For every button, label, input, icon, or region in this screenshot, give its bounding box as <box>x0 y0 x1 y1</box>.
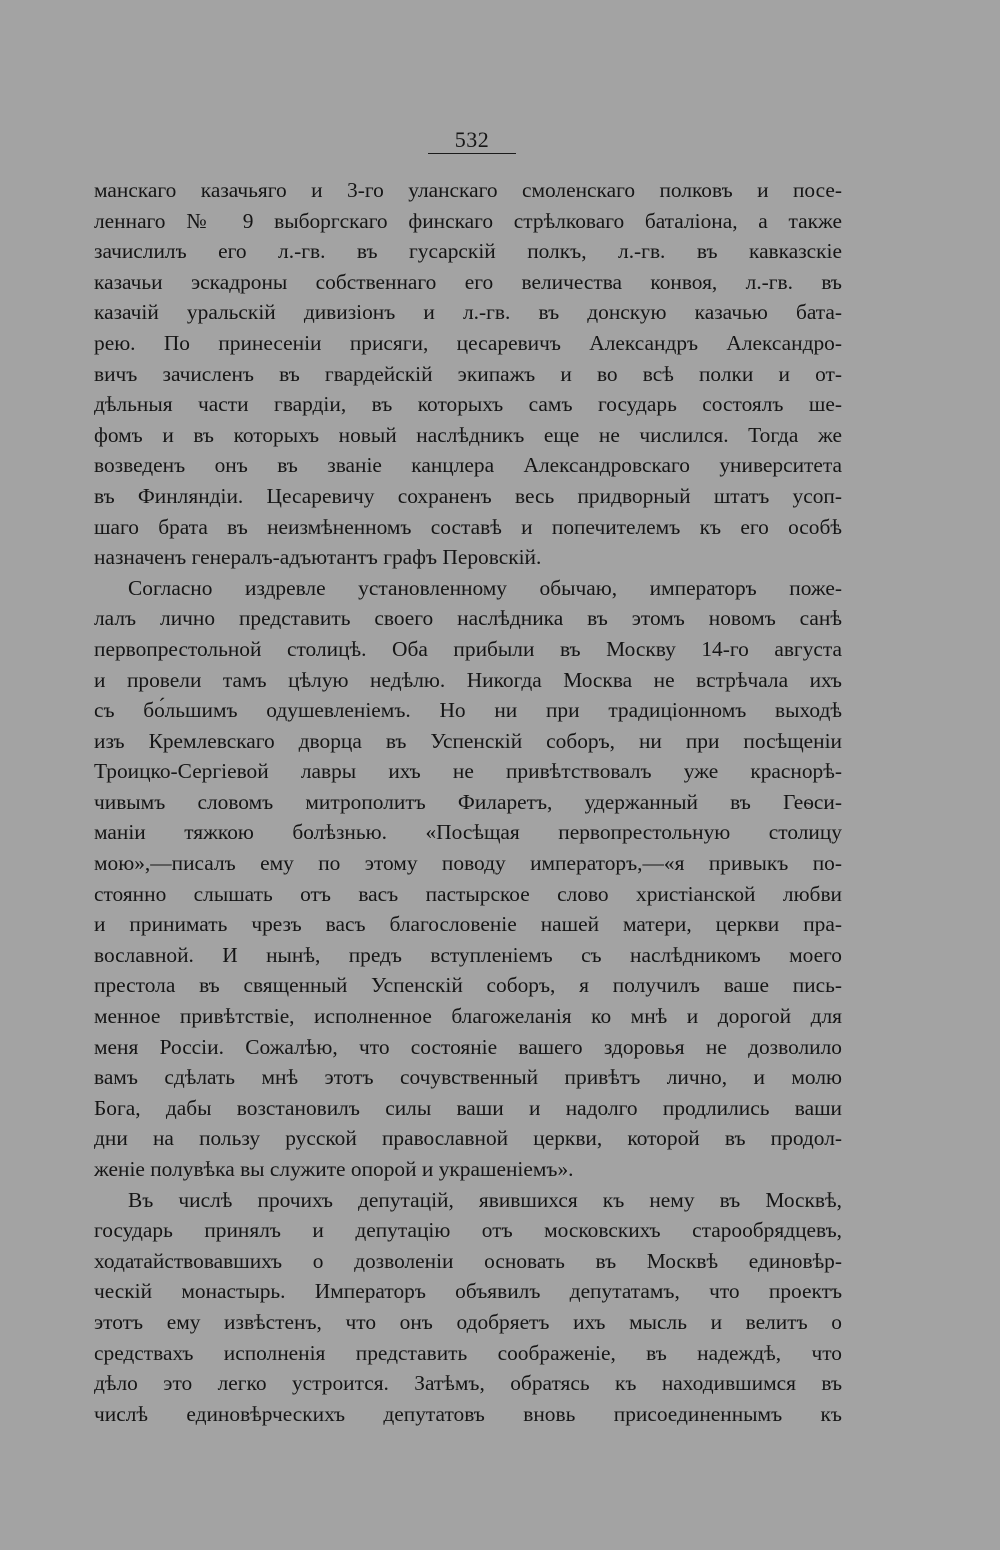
text-line: этотъ ему извѣстенъ, что онъ одобряетъ ихъ мысль и велитъ о <box>94 1309 842 1334</box>
text-line: зачислилъ его л.-гв. въ гусарскій полкъ, л.-гв. въ кавказскіе <box>94 239 842 264</box>
text-line: въ Финляндіи. Цесаревичу сохраненъ весь придворный штатъ усоп- <box>94 483 842 508</box>
text-line: рею. По принесеніи присяги, цесаревичъ Александръ Александро- <box>94 330 842 355</box>
text-line: числѣ единовѣрческихъ депутатовъ вновь присоединеннымъ къ <box>94 1401 842 1426</box>
text-line: съ бо́льшимъ одушевленіемъ. Но ни при традиціонномъ выходѣ <box>94 698 842 723</box>
page-number: 532 <box>454 127 490 152</box>
text-line: леннаго № 9 выборгскаго финскаго стрѣлковаго баталіона, а также <box>94 208 842 233</box>
text-line: изъ Кремлевскаго дворца въ Успенскій соборъ, ни при посѣщеніи <box>94 728 842 753</box>
text-line: и провели тамъ цѣлую недѣлю. Никогда Москва не встрѣчала ихъ <box>94 667 842 692</box>
text-line: дѣльныя части гвардіи, въ которыхъ самъ государь состоялъ ше- <box>94 392 842 417</box>
text-line: средствахъ исполненія представить соображеніе, въ надеждѣ, что <box>94 1340 842 1365</box>
text-line: стоянно слышать отъ васъ пастырское слово христіанской любви <box>94 881 842 906</box>
text-line: вамъ сдѣлать мнѣ этотъ сочувственный привѣтъ лично, и молю <box>94 1065 842 1090</box>
page-number-rule <box>428 153 516 154</box>
text-line: Согласно издревле установленному обычаю, императоръ поже- <box>128 575 842 600</box>
body-text <box>94 175 842 1429</box>
text-line: женіе полувѣка вы служите опорой и украшеніемъ». <box>94 1157 574 1181</box>
text-line: казачьи эскадроны собственнаго его величества конвоя, л.-гв. въ <box>94 269 842 294</box>
text-line: фомъ и въ которыхъ новый наслѣдникъ еще не числился. Тогда же <box>94 422 842 447</box>
text-line: шаго брата въ неизмѣненномъ составѣ и попечителемъ къ его особѣ <box>94 514 842 539</box>
text-line: ходатайствовавшихъ о дозволеніи основать въ Москвѣ единовѣр- <box>94 1248 842 1273</box>
text-line: и принимать чрезъ васъ благословеніе нашей матери, церкви пра- <box>94 912 842 937</box>
text-line: мою»,—писалъ ему по этому поводу императоръ,—«я привыкъ по- <box>94 851 842 876</box>
text-line: манскаго казачьяго и 3-го уланскаго смоленскаго полковъ и посе- <box>94 178 842 202</box>
text-line: маніи тяжкою болѣзнью. «Посѣщая первопрестольную столицу <box>94 820 842 845</box>
text-line: ческій монастырь. Императоръ объявилъ депутатамъ, что проектъ <box>94 1279 842 1304</box>
text-line: назначенъ генералъ-адъютантъ графъ Перовскій. <box>94 545 542 570</box>
text-line: казачій уральскій дивизіонъ и л.-гв. въ донскую казачью бата- <box>94 300 842 325</box>
text-line: первопрестольной столицѣ. Оба прибыли въ Москву 14-го августа <box>94 636 842 661</box>
text-line: престола въ священный Успенскій соборъ, я получилъ ваше пись- <box>94 973 842 998</box>
text-line: чивымъ словомъ митрополитъ Филаретъ, удержанный въ Геѳси- <box>94 789 842 814</box>
text-line: Бога, дабы возстановилъ силы ваши и надолго продлились ваши <box>94 1095 842 1120</box>
text-line: возведенъ онъ въ званіе канцлера Александровскаго университета <box>94 453 842 478</box>
text-line: вославной. И нынѣ, предъ вступленіемъ съ наслѣдникомъ моего <box>94 942 842 967</box>
text-line: государь принялъ и депутацію отъ московскихъ старообрядцевъ, <box>94 1218 842 1243</box>
text-line: дни на пользу русской православной церкви, которой въ продол- <box>94 1126 842 1151</box>
text-line: дѣло это легко устроится. Затѣмъ, обратясь къ находившимся въ <box>94 1371 842 1396</box>
text-line: менное привѣтствіе, исполненное благожеланія ко мнѣ и дорогой для <box>94 1004 842 1029</box>
text-line: меня Россіи. Сожалѣю, что состояніе вашего здоровья не дозволило <box>94 1034 842 1059</box>
text-line: Въ числѣ прочихъ депутацій, явившихся къ нему въ Москвѣ, <box>128 1187 842 1212</box>
text-line: лалъ лично представить своего наслѣдника въ этомъ новомъ санѣ <box>94 606 842 631</box>
text-line: Троицко-Сергіевой лавры ихъ не привѣтствовалъ уже краснорѣ- <box>94 759 842 784</box>
text-line: вичъ зачисленъ въ гвардейскій экипажъ и во всѣ полки и от- <box>94 361 842 386</box>
